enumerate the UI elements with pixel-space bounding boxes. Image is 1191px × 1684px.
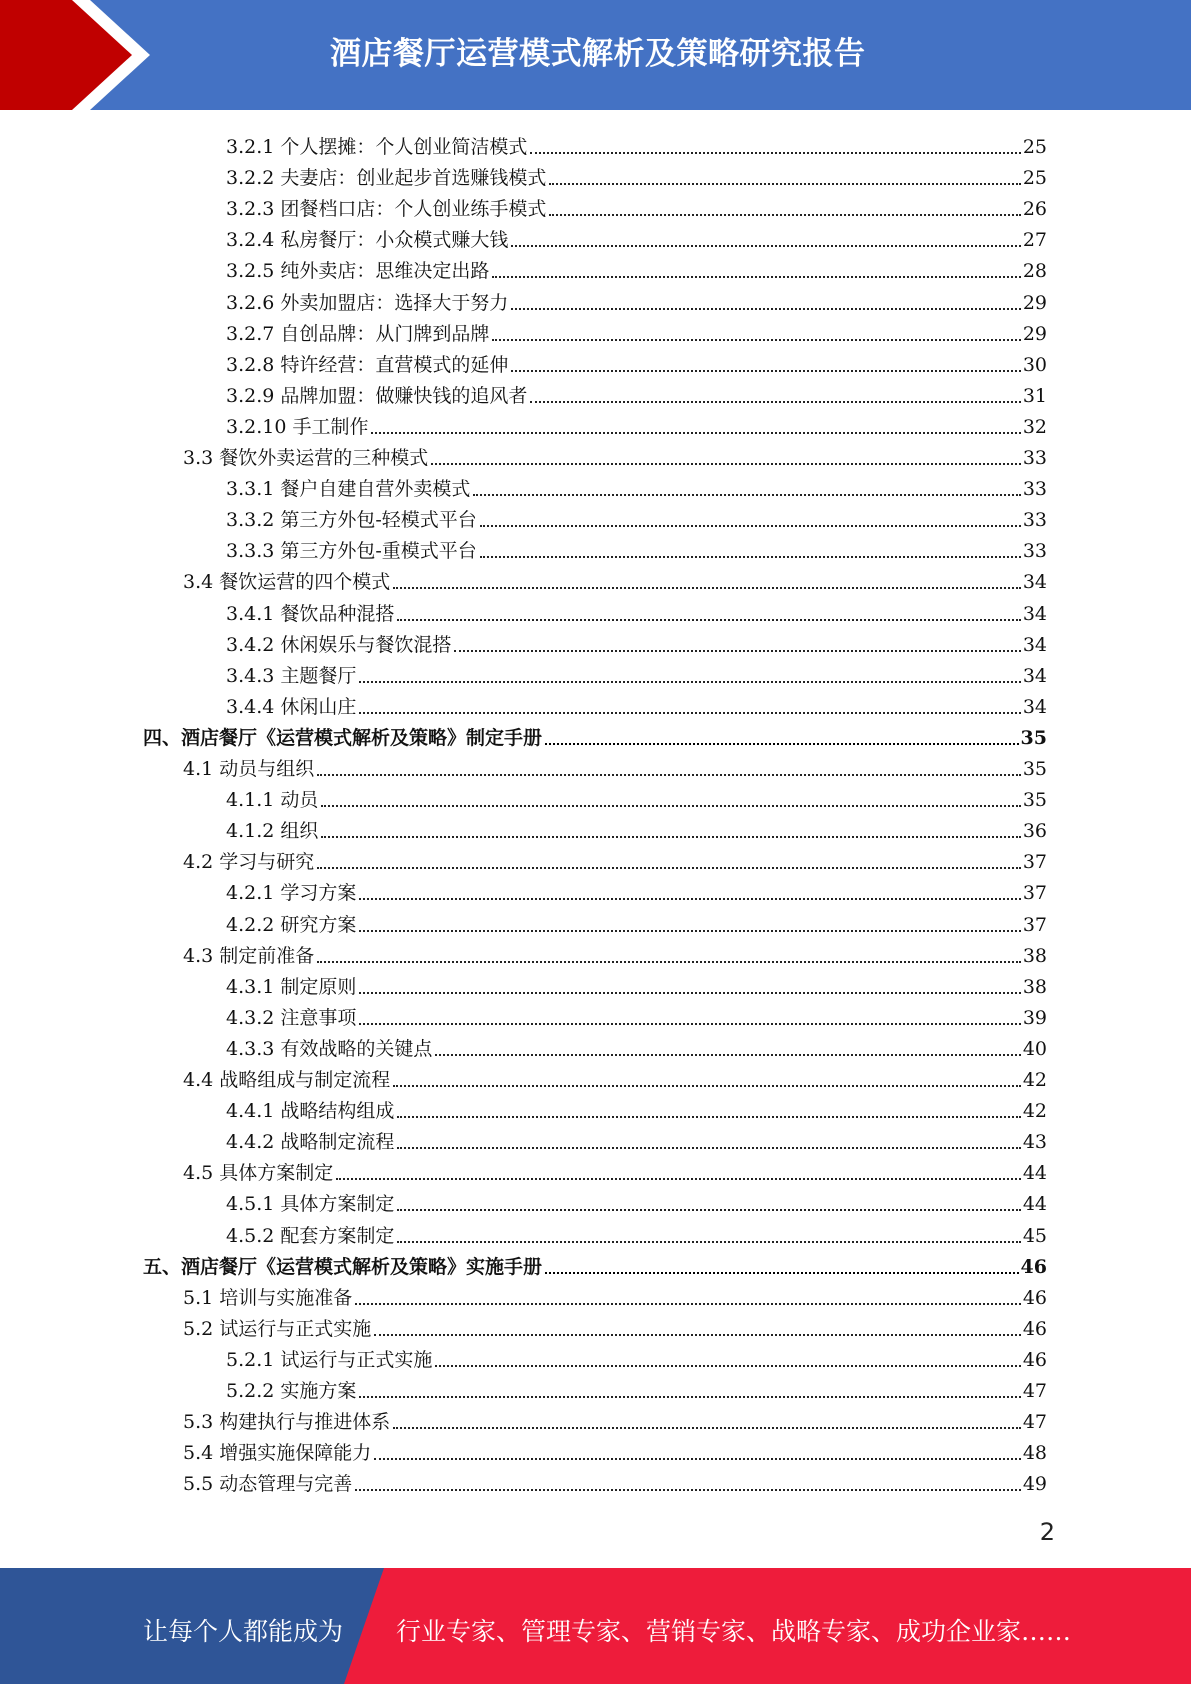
toc-entry-page: 33 bbox=[1022, 509, 1047, 532]
toc-entry-page: 33 bbox=[1022, 447, 1047, 469]
toc-dot-leader bbox=[473, 494, 1020, 496]
toc-entry-page: 37 bbox=[1022, 882, 1047, 905]
toc-entry-label: 5.5 动态管理与完善 bbox=[183, 1473, 353, 1496]
toc-dot-leader bbox=[359, 712, 1020, 714]
toc-entry-label: 3.3.3 第三方外包-重模式平台 bbox=[226, 540, 477, 563]
toc-entry[interactable] bbox=[226, 688, 1047, 719]
toc-entry-label: 3.3.2 第三方外包-轻模式平台 bbox=[226, 509, 477, 532]
toc-entry-label: 3.2.3 团餐档口店：个人创业练手模式 bbox=[226, 198, 547, 221]
toc-entry-label: 3.4 餐饮运营的四个模式 bbox=[183, 571, 391, 594]
toc-entry-label: 4.4.2 战略制定流程 bbox=[226, 1131, 395, 1154]
toc-entry-page: 38 bbox=[1022, 975, 1047, 998]
toc-dot-leader bbox=[397, 1241, 1020, 1243]
toc-entry-label: 5.2.1 试运行与正式实施 bbox=[226, 1348, 433, 1371]
toc-entry-label: 3.4.1 餐饮品种混搭 bbox=[226, 602, 395, 625]
toc-dot-leader bbox=[545, 1272, 1019, 1274]
footer-slogan-left: 让每个人都能成为 bbox=[143, 1617, 344, 1646]
toc-entry-page: 44 bbox=[1022, 1162, 1047, 1185]
toc-entry-page: 33 bbox=[1022, 478, 1047, 501]
toc-entry-page: 33 bbox=[1022, 540, 1047, 563]
toc-entry-label: 4.3.1 制定原则 bbox=[226, 975, 357, 998]
toc-dot-leader bbox=[317, 774, 1021, 776]
toc-entry-page: 46 bbox=[1022, 1317, 1047, 1340]
toc-entry-label: 5.4 增强实施保障能力 bbox=[183, 1442, 372, 1465]
toc-dot-leader bbox=[435, 1054, 1020, 1056]
toc-entry[interactable] bbox=[226, 159, 1047, 190]
toc-entry-page: 34 bbox=[1022, 571, 1047, 594]
toc-entry[interactable] bbox=[183, 937, 1047, 968]
toc-entry[interactable] bbox=[226, 657, 1047, 688]
toc-dot-leader bbox=[321, 836, 1020, 838]
toc-entry[interactable] bbox=[226, 968, 1047, 999]
toc-dot-leader bbox=[359, 898, 1020, 900]
toc-dot-leader bbox=[492, 276, 1020, 278]
toc-entry[interactable] bbox=[226, 1372, 1047, 1403]
toc-dot-leader bbox=[359, 930, 1020, 932]
toc-entry[interactable] bbox=[183, 1154, 1047, 1185]
toc-entry-page: 46 bbox=[1020, 1255, 1047, 1278]
toc-entry[interactable] bbox=[183, 750, 1047, 781]
toc-entry[interactable] bbox=[226, 377, 1047, 408]
toc-entry-label: 3.3 餐饮外卖运营的三种模式 bbox=[183, 447, 429, 469]
toc-entry-page: 49 bbox=[1022, 1473, 1047, 1496]
toc-entry[interactable] bbox=[226, 1092, 1047, 1123]
toc-entry-page: 47 bbox=[1022, 1380, 1047, 1402]
toc-entry[interactable] bbox=[183, 563, 1047, 594]
toc-dot-leader bbox=[397, 1147, 1020, 1149]
toc-entry-page: 46 bbox=[1022, 1348, 1047, 1371]
toc-entry-page: 30 bbox=[1022, 353, 1047, 376]
toc-dot-leader bbox=[317, 961, 1021, 963]
toc-entry[interactable] bbox=[183, 1310, 1047, 1341]
toc-entry-label: 3.2.1 个人摆摊：个人创业简洁模式 bbox=[226, 136, 528, 158]
toc-entry-label: 4.1.2 组织 bbox=[226, 820, 319, 843]
toc-dot-leader bbox=[393, 1427, 1021, 1429]
toc-entry-label: 3.2.8 特许经营：直营模式的延伸 bbox=[226, 353, 509, 376]
toc-entry[interactable] bbox=[226, 781, 1047, 812]
page-number: 2 bbox=[1039, 1518, 1055, 1546]
toc-entry-page: 45 bbox=[1022, 1224, 1047, 1247]
toc-dot-leader bbox=[549, 214, 1020, 216]
toc-entry-page: 42 bbox=[1022, 1069, 1047, 1091]
toc-entry[interactable] bbox=[183, 1434, 1047, 1465]
toc-entry-label: 5.2 试运行与正式实施 bbox=[183, 1317, 372, 1340]
toc-dot-leader bbox=[321, 805, 1020, 807]
toc-entry[interactable] bbox=[183, 439, 1047, 470]
toc-entry-page: 46 bbox=[1022, 1286, 1047, 1309]
header-title: 酒店餐厅运营模式解析及策略研究报告 bbox=[330, 36, 866, 72]
toc-entry[interactable] bbox=[226, 906, 1047, 937]
toc-entry[interactable] bbox=[226, 284, 1047, 315]
toc-entry-page: 47 bbox=[1022, 1411, 1047, 1434]
toc-entry-page: 42 bbox=[1022, 1100, 1047, 1123]
toc-entry[interactable] bbox=[226, 470, 1047, 501]
toc-dot-leader bbox=[431, 463, 1021, 465]
toc-dot-leader bbox=[454, 650, 1020, 652]
toc-entry[interactable] bbox=[226, 999, 1047, 1030]
toc-entry[interactable] bbox=[183, 1403, 1047, 1434]
toc-entry-page: 37 bbox=[1022, 913, 1047, 936]
toc-entry-label: 3.4.4 休闲山庄 bbox=[226, 695, 357, 718]
toc-dot-leader bbox=[545, 743, 1019, 745]
toc-entry[interactable] bbox=[143, 1248, 1047, 1279]
toc-entry-label: 5.1 培训与实施准备 bbox=[183, 1286, 353, 1309]
toc-entry[interactable] bbox=[226, 252, 1047, 283]
toc-dot-leader bbox=[480, 556, 1021, 558]
toc-entry-page: 43 bbox=[1022, 1131, 1047, 1154]
toc-entry-page: 35 bbox=[1022, 789, 1047, 812]
toc-entry[interactable] bbox=[226, 128, 1047, 159]
toc-dot-leader bbox=[355, 1489, 1021, 1491]
toc-entry-label: 3.2.2 夫妻店：创业起步首选赚钱模式 bbox=[226, 167, 547, 190]
toc-dot-leader bbox=[397, 1209, 1020, 1211]
toc-entry[interactable] bbox=[183, 1061, 1047, 1092]
toc-entry-label: 3.4.2 休闲娱乐与餐饮混搭 bbox=[226, 633, 452, 656]
toc-dot-leader bbox=[393, 587, 1021, 589]
toc-dot-leader bbox=[359, 1023, 1020, 1025]
toc-entry[interactable] bbox=[183, 1279, 1047, 1310]
toc-entry-page: 27 bbox=[1022, 229, 1047, 252]
toc-entry-label: 4.2.2 研究方案 bbox=[226, 913, 357, 936]
toc-entry-page: 34 bbox=[1022, 633, 1047, 656]
toc-entry-label: 四、酒店餐厅《运营模式解析及策略》制定手册 bbox=[143, 726, 543, 749]
toc-dot-leader bbox=[359, 681, 1020, 683]
toc-entry-label: 5.2.2 实施方案 bbox=[226, 1380, 357, 1402]
toc-entry-page: 40 bbox=[1022, 1037, 1047, 1060]
toc-dot-leader bbox=[511, 245, 1020, 247]
toc-entry-label: 4.1.1 动员 bbox=[226, 789, 319, 812]
toc-dot-leader bbox=[374, 1458, 1021, 1460]
toc-entry-page: 34 bbox=[1022, 664, 1047, 687]
toc-entry[interactable] bbox=[226, 1123, 1047, 1154]
toc-entry-page: 29 bbox=[1022, 322, 1047, 345]
toc-dot-leader bbox=[359, 1396, 1020, 1398]
toc-entry[interactable] bbox=[226, 315, 1047, 346]
toc-dot-leader bbox=[480, 525, 1021, 527]
toc-entry-label: 4.4.1 战略结构组成 bbox=[226, 1100, 395, 1123]
toc-entry-page: 44 bbox=[1022, 1193, 1047, 1216]
toc-entry-page: 32 bbox=[1022, 415, 1047, 438]
toc-entry-page: 38 bbox=[1022, 944, 1047, 967]
toc-dot-leader bbox=[355, 1303, 1021, 1305]
toc-entry-page: 35 bbox=[1022, 758, 1047, 780]
toc-entry[interactable] bbox=[226, 532, 1047, 563]
toc-entry-label: 4.2.1 学习方案 bbox=[226, 882, 357, 905]
toc-entry-label: 4.3.3 有效战略的关键点 bbox=[226, 1037, 433, 1060]
toc-entry[interactable] bbox=[226, 408, 1047, 439]
toc-dot-leader bbox=[549, 183, 1020, 185]
toc-entry-label: 3.3.1 餐户自建自营外卖模式 bbox=[226, 478, 471, 501]
toc-dot-leader bbox=[359, 992, 1020, 994]
toc-dot-leader bbox=[397, 619, 1020, 621]
toc-dot-leader bbox=[397, 1116, 1020, 1118]
toc-entry[interactable] bbox=[226, 1185, 1047, 1216]
toc-entry-label: 4.3.2 注意事项 bbox=[226, 1006, 357, 1029]
toc-entry[interactable] bbox=[226, 812, 1047, 843]
toc-dot-leader bbox=[317, 867, 1021, 869]
toc-entry-label: 3.2.9 品牌加盟：做赚快钱的追风者 bbox=[226, 384, 528, 407]
toc-entry-label: 4.4 战略组成与制定流程 bbox=[183, 1069, 391, 1091]
toc-entry[interactable] bbox=[226, 221, 1047, 252]
toc-entry[interactable] bbox=[226, 190, 1047, 221]
toc-entry[interactable] bbox=[226, 1341, 1047, 1372]
footer-slogan-right: 行业专家、管理专家、营销专家、战略专家、成功企业家…… bbox=[396, 1617, 1072, 1646]
toc-entry-label: 4.3 制定前准备 bbox=[183, 944, 315, 967]
toc-entry[interactable] bbox=[143, 719, 1047, 750]
toc-dot-leader bbox=[435, 1365, 1020, 1367]
toc-dot-leader bbox=[336, 1178, 1021, 1180]
toc-entry-page: 29 bbox=[1022, 291, 1047, 314]
toc-entry-page: 39 bbox=[1022, 1006, 1047, 1029]
toc-entry-label: 3.2.7 自创品牌：从门牌到品牌 bbox=[226, 322, 490, 345]
toc-entry-label: 3.2.5 纯外卖店：思维决定出路 bbox=[226, 260, 490, 283]
toc-dot-leader bbox=[492, 339, 1020, 341]
toc-entry[interactable] bbox=[226, 874, 1047, 905]
toc-entry-page: 34 bbox=[1022, 695, 1047, 718]
toc-entry[interactable] bbox=[226, 501, 1047, 532]
toc-entry-page: 48 bbox=[1022, 1442, 1047, 1465]
header-banner bbox=[0, 0, 1191, 110]
toc-entry-page: 26 bbox=[1022, 198, 1047, 221]
toc-entry-label: 五、酒店餐厅《运营模式解析及策略》实施手册 bbox=[143, 1255, 543, 1278]
toc-entry[interactable] bbox=[183, 843, 1047, 874]
toc-entry-label: 4.1 动员与组织 bbox=[183, 758, 315, 780]
toc-dot-leader bbox=[393, 1085, 1021, 1087]
toc-entry[interactable] bbox=[226, 1030, 1047, 1061]
toc-entry-label: 4.5.2 配套方案制定 bbox=[226, 1224, 395, 1247]
toc-dot-leader bbox=[511, 308, 1020, 310]
toc-entry-page: 25 bbox=[1022, 167, 1047, 190]
toc-entry-page: 28 bbox=[1022, 260, 1047, 283]
toc-entry-page: 34 bbox=[1022, 602, 1047, 625]
toc-dot-leader bbox=[511, 370, 1020, 372]
toc-entry-label: 4.5.1 具体方案制定 bbox=[226, 1193, 395, 1216]
toc-entry-page: 31 bbox=[1022, 384, 1047, 407]
toc-entry-label: 4.2 学习与研究 bbox=[183, 851, 315, 874]
toc-entry-page: 25 bbox=[1022, 136, 1047, 158]
toc-entry-page: 37 bbox=[1022, 851, 1047, 874]
toc-dot-leader bbox=[374, 1334, 1021, 1336]
toc-entry-label: 3.2.10 手工制作 bbox=[226, 415, 369, 438]
toc-entry[interactable] bbox=[183, 1465, 1047, 1496]
toc-dot-leader bbox=[530, 401, 1020, 403]
toc-entry-page: 35 bbox=[1020, 726, 1047, 749]
toc-entry[interactable] bbox=[226, 346, 1047, 377]
toc-dot-leader bbox=[371, 432, 1020, 434]
toc-entry[interactable] bbox=[226, 1217, 1047, 1248]
toc-entry[interactable] bbox=[226, 595, 1047, 626]
toc-entry[interactable] bbox=[226, 626, 1047, 657]
toc-entry-label: 3.2.4 私房餐厅：小众模式赚大钱 bbox=[226, 229, 509, 252]
toc-dot-leader bbox=[530, 152, 1020, 154]
toc-entry-page: 36 bbox=[1022, 820, 1047, 843]
toc-entry-label: 3.2.6 外卖加盟店：选择大于努力 bbox=[226, 291, 509, 314]
toc-entry-label: 3.4.3 主题餐厅 bbox=[226, 664, 357, 687]
toc-entry-label: 5.3 构建执行与推进体系 bbox=[183, 1411, 391, 1434]
toc-entry-label: 4.5 具体方案制定 bbox=[183, 1162, 334, 1185]
